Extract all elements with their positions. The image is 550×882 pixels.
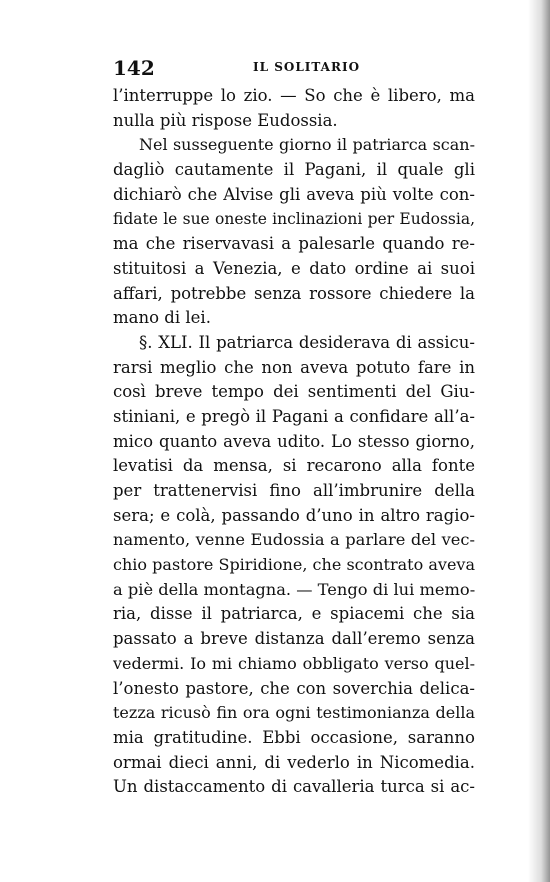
text-line: levatisi da mensa, si recarono alla fonte [113, 456, 475, 476]
text-line: così breve tempo dei sentimenti del Giu- [113, 382, 475, 402]
text-line: affari, potrebbe senza rossore chiedere la [113, 283, 475, 303]
page-header [113, 56, 473, 80]
text-line: ma che riservavasi a palesarle quando re- [113, 234, 475, 254]
page-number: 142 [113, 56, 155, 80]
text-line: passato a breve distanza dall’eremo senza [113, 629, 475, 649]
text-line: chio pastore Spiridione, che scontrato aveva [113, 555, 475, 575]
text-line: stiniani, e pregò il Pagani a confidare all’a- [113, 406, 475, 426]
text-line: ormai dieci anni, di vederlo in Nicomedia. [113, 752, 475, 772]
text-line: rarsi meglio che non aveva potuto fare in [113, 357, 475, 377]
text-line: mia gratitudine. Ebbi occasione, saranno [113, 727, 475, 747]
text-line: nulla più rispose Eudossia. [113, 110, 338, 130]
text-line: stituitosi a Venezia, e dato ordine ai suoi [113, 258, 475, 278]
text-line: namento, venne Eudossia a parlare del vec- [113, 530, 475, 550]
text-line: ria, disse il patriarca, e spiacemi che sia [113, 604, 475, 624]
text-line: l’onesto pastore, che con soverchia delica- [113, 678, 475, 698]
running-head: IL SOLITARIO [253, 60, 361, 74]
text-line: Un distaccamento di cavalleria turca si ac- [113, 777, 475, 797]
text-line: mano di lei. [113, 308, 211, 328]
text-line: sera; e colà, passando d’uno in altro ragio- [113, 505, 475, 525]
text-line: §. XLI. Il patriarca desiderava di assicu- [139, 332, 475, 352]
body-text [113, 84, 475, 800]
text-line: vedermi. Io mi chiamo obbligato verso quel- [113, 653, 475, 673]
spine-shadow [528, 0, 550, 882]
text-line: fidate le sue oneste inclinazioni per Eudossia, [113, 210, 475, 229]
text-line: mico quanto aveva udito. Lo stesso giorno, [113, 431, 475, 451]
text-line: a piè della montagna. — Tengo di lui memo- [113, 579, 476, 599]
text-line: tezza ricusò fin ora ogni testimonianza della [113, 703, 475, 723]
text-line: l’interruppe lo zio. — So che è libero, ma [113, 86, 475, 105]
text-line: Nel susseguente giorno il patriarca scan- [139, 135, 475, 155]
text-line: dichiarò che Alvise gli aveva più volte con- [113, 184, 475, 204]
text-line: per trattenervisi fino all’imbrunire della [113, 481, 475, 500]
text-line: dagliò cautamente il Pagani, il quale gli [113, 160, 475, 180]
